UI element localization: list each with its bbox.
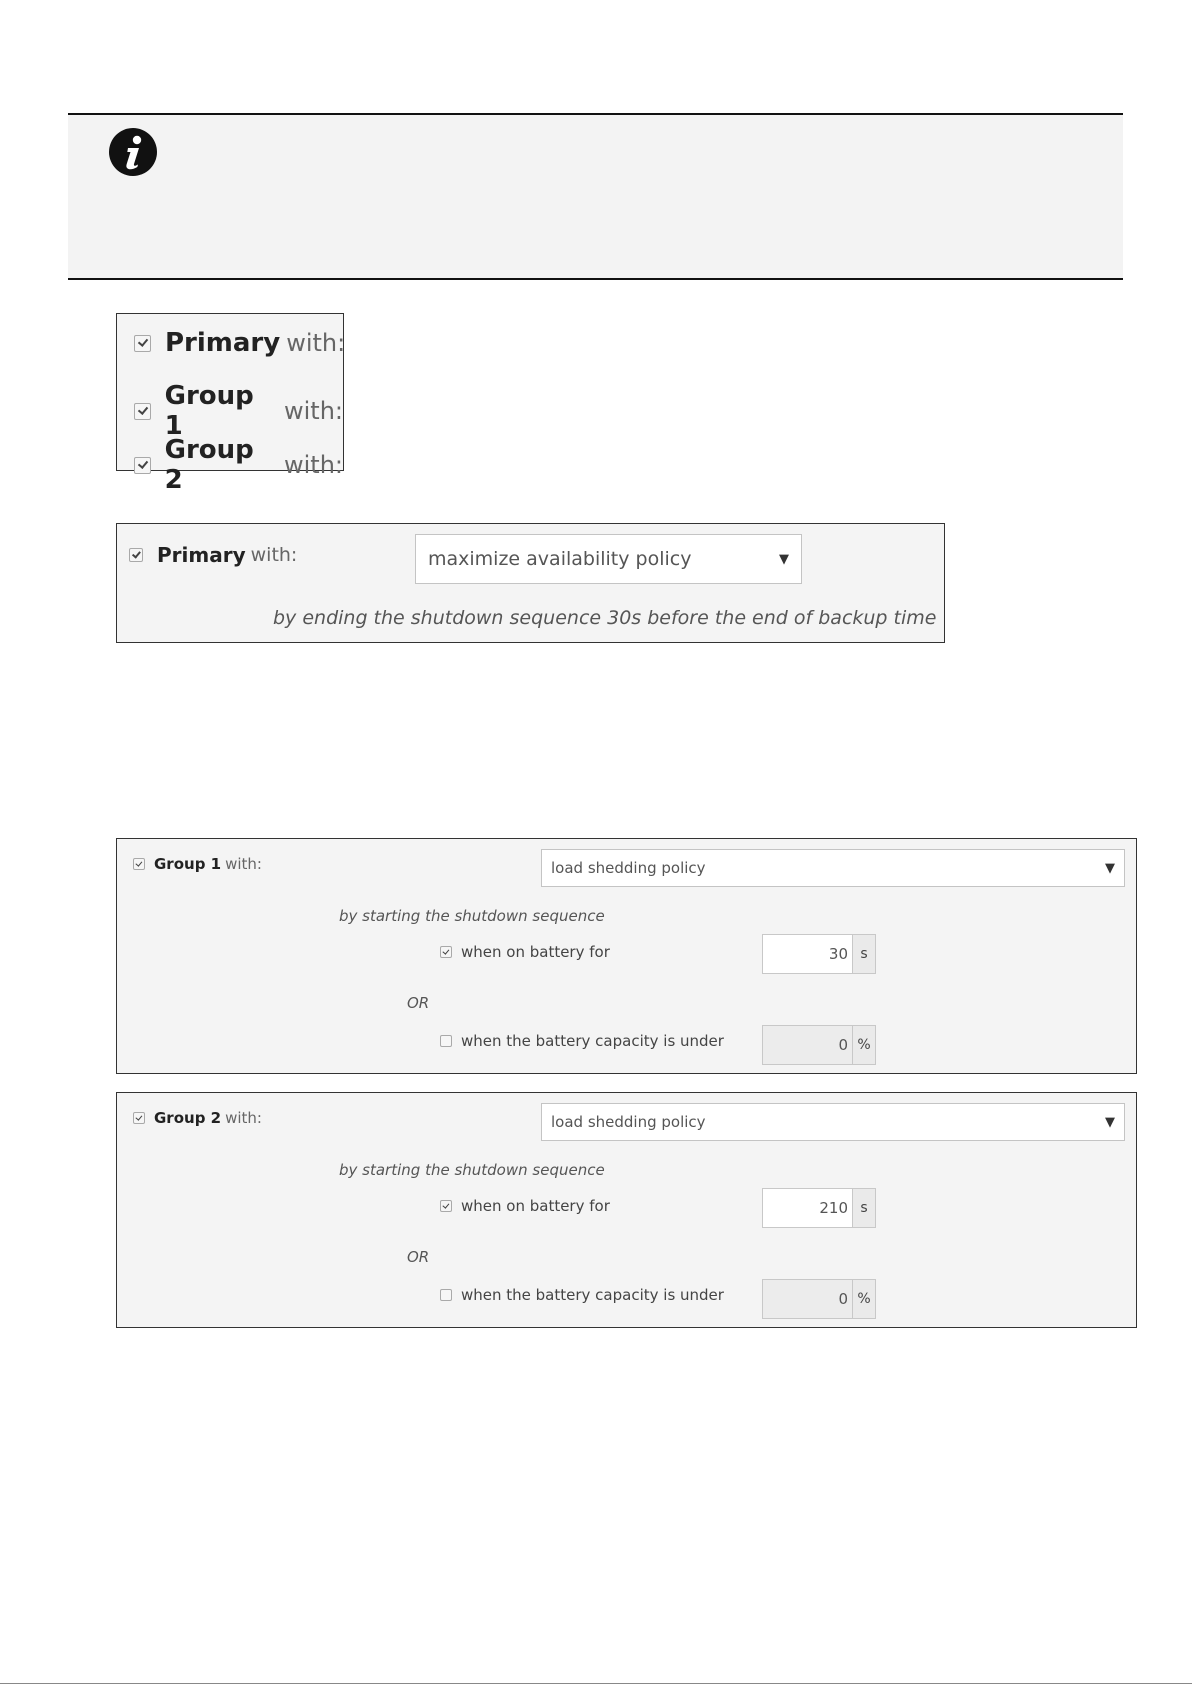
primary-name: Primary bbox=[157, 543, 246, 567]
primary-with: with: bbox=[250, 544, 298, 566]
group-checkbox-list bbox=[116, 313, 346, 495]
primary-policy-select[interactable] bbox=[415, 534, 802, 584]
note-bottom-rule bbox=[68, 278, 1123, 280]
group-1-policy-select[interactable] bbox=[541, 849, 1125, 887]
group-2-battery-input[interactable]: 210 bbox=[762, 1188, 853, 1228]
group-name: Group 1 bbox=[154, 855, 222, 873]
dropdown-arrow-icon: ▼ bbox=[1105, 1114, 1115, 1130]
dropdown-arrow-icon: ▼ bbox=[779, 551, 789, 567]
group-2-capacity-field bbox=[762, 1279, 876, 1319]
note-top-rule bbox=[68, 113, 1123, 115]
group-1-battery-checkbox[interactable] bbox=[440, 946, 452, 958]
list-item bbox=[134, 435, 343, 495]
group-2-capacity-input[interactable]: 0 bbox=[762, 1279, 853, 1319]
group-1-capacity-checkbox[interactable] bbox=[440, 1035, 452, 1047]
battery-label: when on battery for bbox=[461, 1197, 610, 1215]
list-item-with: with: bbox=[283, 451, 343, 479]
group-1-capacity-input[interactable]: 0 bbox=[762, 1025, 853, 1065]
group-2-checkbox[interactable] bbox=[134, 457, 151, 474]
group-1-checkbox[interactable] bbox=[134, 403, 151, 420]
primary-policy-value: maximize availability policy bbox=[428, 548, 692, 570]
battery-label: when on battery for bbox=[461, 943, 610, 961]
capacity-label: when the battery capacity is under bbox=[461, 1286, 724, 1304]
primary-policy-description: by ending the shutdown sequence 30s before the end of backup time bbox=[273, 607, 937, 629]
group-2-policy-select[interactable] bbox=[541, 1103, 1125, 1141]
group-2-battery-condition bbox=[440, 1197, 610, 1215]
info-icon bbox=[108, 127, 158, 177]
group-2-description: by starting the shutdown sequence bbox=[339, 1161, 605, 1179]
group-1-checkbox[interactable] bbox=[133, 858, 145, 870]
list-item-name: Primary bbox=[165, 328, 281, 358]
battery-unit: s bbox=[853, 934, 876, 974]
list-item-name: Group 2 bbox=[164, 435, 254, 495]
group-1-policy-panel bbox=[116, 838, 1137, 1074]
group-2-battery-checkbox[interactable] bbox=[440, 1200, 452, 1212]
group-1-description: by starting the shutdown sequence bbox=[339, 907, 605, 925]
capacity-label: when the battery capacity is under bbox=[461, 1032, 724, 1050]
primary-label bbox=[129, 543, 297, 567]
page-bottom-rule bbox=[0, 1683, 1192, 1684]
dropdown-arrow-icon: ▼ bbox=[1105, 860, 1115, 876]
group-name: Group 2 bbox=[154, 1109, 222, 1127]
group-2-capacity-checkbox[interactable] bbox=[440, 1289, 452, 1301]
or-label: OR bbox=[407, 994, 430, 1012]
group-with: with: bbox=[225, 1109, 262, 1127]
group-1-policy-value: load shedding policy bbox=[551, 859, 706, 877]
or-label: OR bbox=[407, 1248, 430, 1266]
group-2-battery-field bbox=[762, 1188, 876, 1228]
group-2-policy-value: load shedding policy bbox=[551, 1113, 706, 1131]
group-2-label bbox=[133, 1109, 262, 1127]
list-item bbox=[134, 328, 345, 358]
capacity-unit: % bbox=[853, 1025, 876, 1065]
list-item bbox=[134, 381, 343, 441]
group-1-capacity-condition bbox=[440, 1032, 724, 1050]
capacity-unit: % bbox=[853, 1279, 876, 1319]
group-2-capacity-condition bbox=[440, 1286, 724, 1304]
list-item-name: Group 1 bbox=[164, 381, 254, 441]
group-1-battery-field bbox=[762, 934, 876, 974]
battery-unit: s bbox=[853, 1188, 876, 1228]
primary-checkbox[interactable] bbox=[129, 548, 143, 562]
group-1-capacity-field bbox=[762, 1025, 876, 1065]
list-item-with: with: bbox=[283, 397, 343, 425]
list-item-with: with: bbox=[286, 329, 346, 357]
group-1-label bbox=[133, 855, 262, 873]
group-2-checkbox[interactable] bbox=[133, 1112, 145, 1124]
note-box bbox=[68, 115, 1123, 278]
group-with: with: bbox=[225, 855, 262, 873]
group-1-battery-condition bbox=[440, 943, 610, 961]
primary-policy-panel bbox=[116, 523, 945, 643]
group-2-policy-panel bbox=[116, 1092, 1137, 1328]
primary-checkbox[interactable] bbox=[134, 335, 151, 352]
group-1-battery-input[interactable]: 30 bbox=[762, 934, 853, 974]
